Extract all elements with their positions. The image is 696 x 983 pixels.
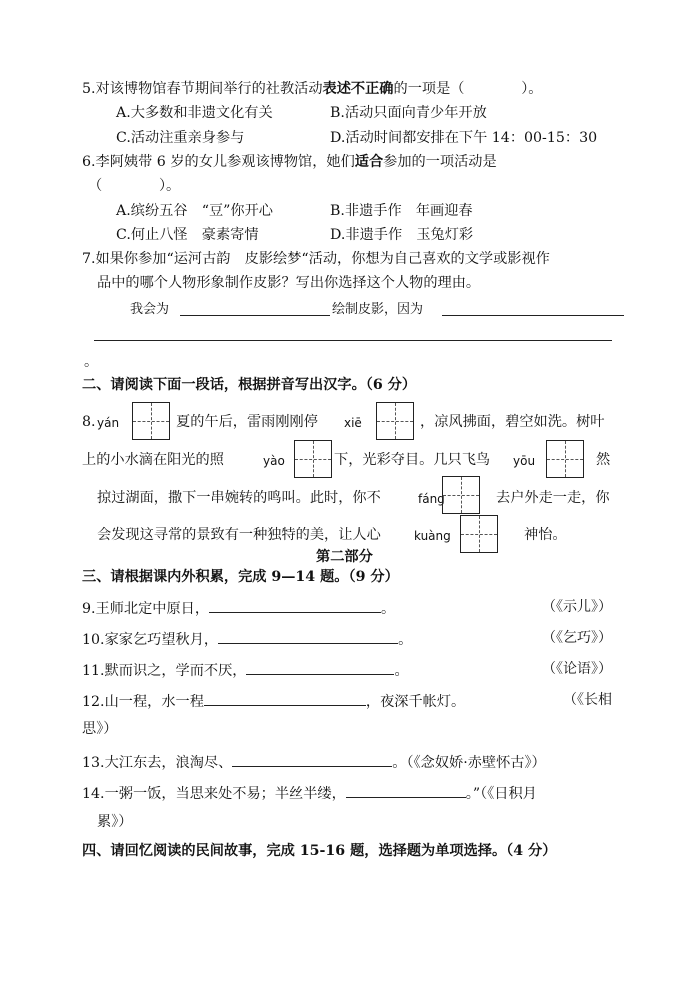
q14-source-cont: 累》）: [97, 814, 133, 830]
q7-fill-b: 绘制皮影，因为: [332, 302, 424, 317]
q9-blank[interactable]: [209, 598, 381, 613]
q7-blank-reason[interactable]: [442, 315, 624, 316]
section3-heading: 三、请根据课内外积累，完成 9—14 题。（9 分）: [82, 569, 399, 585]
q10-source: （《乞巧》）: [542, 630, 612, 646]
part2-title: 第二部分: [316, 549, 373, 565]
q8-row1-end: ，凉风拂面，碧空如洗。树叶: [420, 414, 605, 430]
q14: 14.一粥一饭，当思来处不易；半丝半缕， 。”（《日积月: [82, 783, 537, 803]
pinyin-yao: yào: [263, 454, 285, 468]
q8-row3-start: 掠过湖面，撒下一串婉转的鸣叫。此时，你不: [97, 490, 381, 506]
q12: 12.山一程，水一程 ，夜深千帐灯。: [82, 691, 465, 711]
q10-blank[interactable]: [218, 629, 398, 644]
q5-option-d: D.活动时间都安排在下午 14：00-15：30: [330, 130, 598, 146]
section4-heading: 四、请回忆阅读的民间故事，完成 15-16 题，选择题为单项选择。（4 分）: [82, 843, 557, 859]
q10: 10.家家乞巧望秋月， 。: [82, 629, 412, 649]
q7-line1: 7.如果你参加“运河古韵 皮影绘梦“活动，你想为自己喜欢的文学或影视作: [82, 251, 550, 267]
q5-stem: 5.对该博物馆春节期间举行的社教活动表述不正确的一项是（ ）。: [82, 81, 543, 97]
q8-row1-mid: 夏的午后，雷雨刚刚停: [176, 414, 318, 430]
pinyin-fang: fáng: [418, 492, 445, 506]
q6-stem: 6.李阿姨带 6 岁的女儿参观该博物馆，她们适合参加的一项活动是: [82, 154, 497, 170]
pinyin-yan: yán: [97, 416, 120, 430]
q11: 11.默而识之，学而不厌， 。: [82, 660, 409, 680]
q12-source: （《长相: [563, 692, 612, 708]
char-box-1[interactable]: [132, 402, 170, 440]
q8-row3-end: 去户外走一走，你: [496, 490, 610, 506]
q5-option-b: B.活动只面向青少年开放: [330, 105, 487, 121]
q7-line2: 品中的哪个人物形象制作皮影？写出你选择这个人物的理由。: [97, 275, 481, 291]
q8-row1-start: 8.: [82, 414, 96, 430]
q7-fill-a: 我会为: [130, 302, 170, 317]
char-box-2[interactable]: [376, 402, 414, 440]
section2-heading: 二、请阅读下面一段话，根据拼音写出汉字。（6 分）: [82, 377, 417, 393]
q12-source-cont: 思》）: [82, 721, 118, 737]
pinyin-xie: xiē: [344, 416, 362, 430]
q11-source: （《论语》）: [542, 661, 612, 677]
q13: 13.大江东去，浪淘尽、 。（《念奴娇·赤壁怀古》）: [82, 752, 546, 772]
q9-source: （《示儿》）: [542, 599, 612, 615]
q6-paren: （ ）。: [88, 178, 181, 194]
q5-option-a: A.大多数和非遗文化有关: [116, 105, 273, 121]
q12-blank[interactable]: [204, 691, 366, 706]
q8-row2-start: 上的小水滴在阳光的照: [82, 452, 224, 468]
q14-blank[interactable]: [346, 783, 466, 798]
q8-row4-end: 神怡。: [524, 527, 567, 543]
char-box-6[interactable]: [460, 515, 498, 553]
q13-blank[interactable]: [232, 752, 392, 767]
q7-blank-reason-line2[interactable]: [94, 340, 612, 341]
pinyin-you: yōu: [513, 454, 536, 468]
q8-row2-mid: 下，光彩夺目。几只飞鸟: [334, 452, 491, 468]
q7-blank-character[interactable]: [180, 315, 330, 316]
q8-row4-start: 会发现这寻常的景致有一种独特的美，让人心: [97, 527, 381, 543]
q6-option-c: C.何止八怪 豪素寄情: [116, 227, 259, 243]
char-box-4[interactable]: [546, 440, 584, 478]
q5-option-c: C.活动注重亲身参与: [116, 130, 245, 146]
q6-option-b: B.非遗手作 年画迎春: [330, 203, 473, 219]
q7-end: 。: [84, 354, 99, 370]
q6-option-d: D.非遗手作 玉兔灯彩: [330, 227, 474, 243]
char-box-3[interactable]: [294, 440, 332, 478]
q11-blank[interactable]: [246, 660, 394, 675]
q9: 9.王师北定中原日， 。: [82, 598, 395, 618]
char-box-5[interactable]: [442, 476, 480, 514]
pinyin-kuang: kuàng: [414, 529, 451, 543]
q6-option-a: A.缤纷五谷 “豆”你开心: [116, 203, 273, 219]
q8-row2-end: 然: [596, 452, 611, 468]
